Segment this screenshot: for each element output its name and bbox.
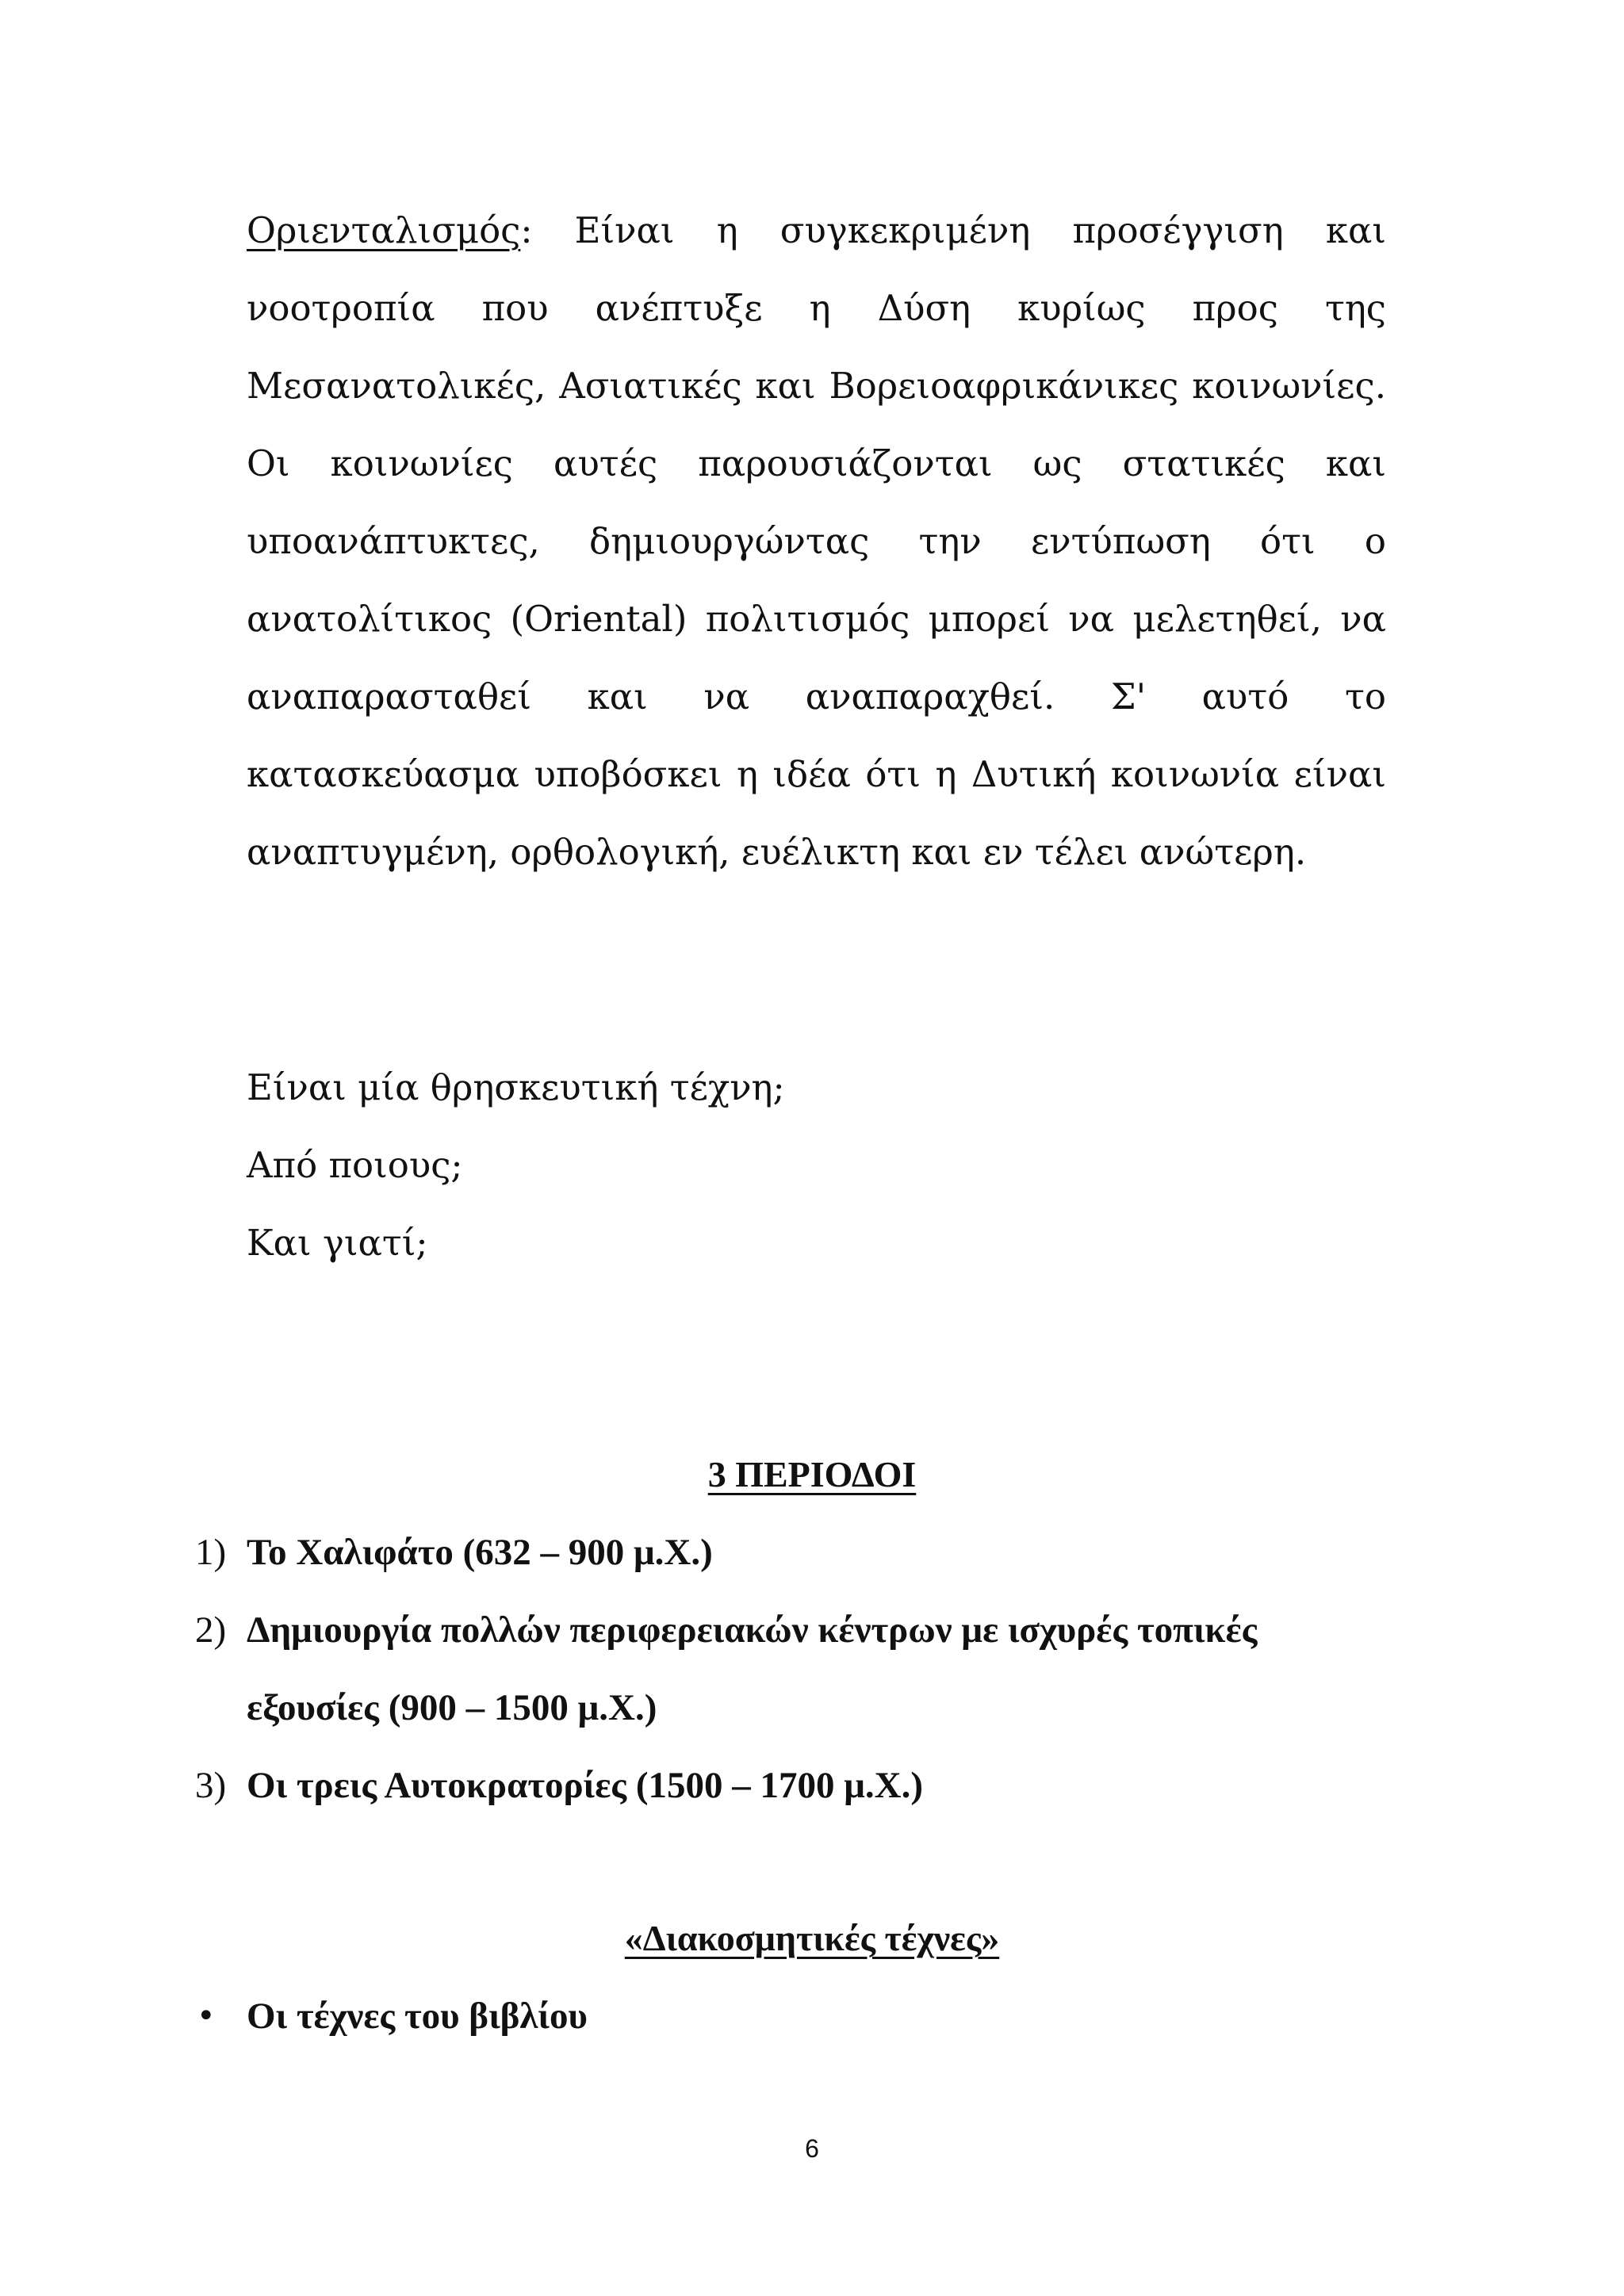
decorative-arts-heading xyxy=(0,1900,1624,1977)
periods-heading xyxy=(0,1436,1624,1513)
period-number-3: 3) xyxy=(195,1765,227,1806)
definition-term: Οριενταλισμός xyxy=(247,209,521,251)
period-number-2: 2) xyxy=(195,1609,227,1651)
bullet-icon: • xyxy=(197,1998,216,2034)
periods-heading-text: 3 ΠΕΡΙΟΔΟΙ xyxy=(707,1454,917,1494)
decorative-arts-heading-text: «Διακοσμητικές τέχνες» xyxy=(624,1918,1000,1958)
definition-paragraph xyxy=(247,192,1386,891)
decorative-arts-item-text: Οι τέχνες του βιβλίου xyxy=(247,1996,588,2037)
period-item-2 xyxy=(0,1591,1386,1747)
question-3: Και γιατί; xyxy=(247,1222,428,1264)
period-number-1: 1) xyxy=(195,1532,227,1573)
period-item-1 xyxy=(0,1513,1386,1591)
period-text-1: Το Χαλιφάτο (632 – 900 μ.Χ.) xyxy=(247,1532,713,1573)
question-1: Είναι μία θρησκευτική τέχνη; xyxy=(247,1066,785,1108)
period-text-2: Δημιουργία πολλών περιφερειακών κέντρων με ισχυρές τοπικές εξουσίες (900 – 1500 μ.Χ.) xyxy=(247,1609,1258,1728)
definition-text: : Είναι η συγκεκριμένη προσέγγιση και νοοτροπία που ανέπτυξε η Δύση κυρίως προς της Μεσανατολικές, Ασιατικές και Βορειοαφρικάνικες κοινωνίες. Οι κοινωνίες αυτές παρουσιάζονται ως στατικές και υποανάπτυκτες, δημιουργώντας την εντύπωση ότι ο ανατολίτικος (Oriental) πολιτισμός μπορεί να μελετηθεί, να αναπαρασταθεί και να αναπαραχθεί. Σ' αυτό το κατασκεύασμα υποβόσκει η ιδέα ότι η Δυτική κοινωνία είναι αναπτυγμένη, ορθολογική, ευέλικτη και εν τέλει ανώτερη. xyxy=(247,209,1386,873)
periods-list xyxy=(0,1513,1624,1824)
question-2: Από ποιους; xyxy=(247,1144,463,1186)
page-number: 6 xyxy=(805,2134,819,2163)
period-text-3: Οι τρεις Αυτοκρατορίες (1500 – 1700 μ.Χ.) xyxy=(247,1765,923,1806)
period-item-3 xyxy=(0,1747,1386,1824)
